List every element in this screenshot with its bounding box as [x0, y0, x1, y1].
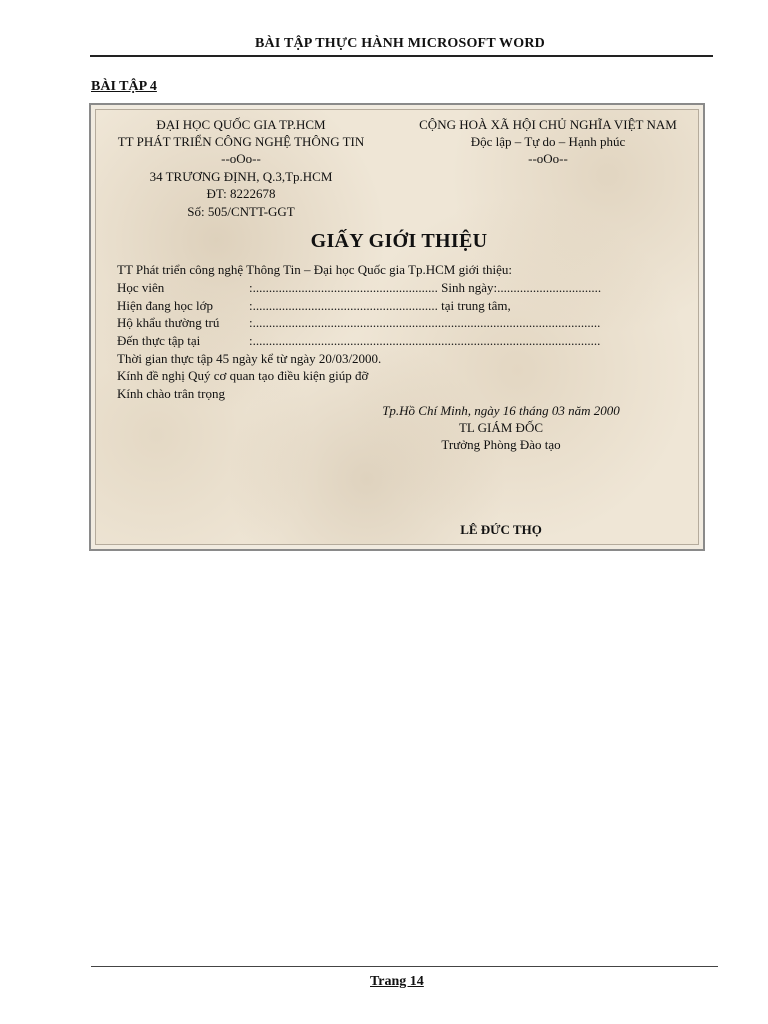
org-phone: ĐT: 8222678: [206, 186, 276, 201]
dept-name: TT PHÁT TRIỂN CÔNG NGHỆ THÔNG TIN: [117, 134, 365, 149]
field-label: Đến thực tập tại: [117, 333, 201, 348]
signer-name: LÊ ĐỨC THỌ: [460, 522, 542, 537]
field-fill: :......................................................... tại trung tâm,: [249, 298, 511, 313]
footer-rule: [91, 966, 718, 967]
field-label: Học viên: [117, 280, 165, 295]
letter-title: GIẤY GIỚI THIỆU: [310, 230, 488, 252]
doc-number: Số: 505/CNTT-GGT: [187, 204, 295, 219]
org-name: ĐẠI HỌC QUỐC GIA TP.HCM: [156, 117, 326, 132]
field-fill: :......................................................... Sinh ngày:................................: [249, 280, 602, 295]
field-fill: :...........................................................................................................: [249, 333, 601, 348]
document-header-title: BÀI TẬP THỰC HÀNH MICROSOFT WORD: [255, 36, 545, 51]
body-line: Thời gian thực tập 45 ngày kể từ ngày 20/03/2000.: [117, 351, 382, 366]
signer-title: TL GIÁM ĐỐC: [458, 420, 544, 435]
left-ornament: --oOo--: [221, 151, 261, 166]
exercise-label: BÀI TẬP 4: [91, 79, 157, 94]
field-label: Hiện đang học lớp: [117, 298, 214, 313]
nation-motto: Độc lập – Tự do – Hạnh phúc: [470, 134, 626, 149]
signer-dept: Trưởng Phòng Đào tạo: [441, 437, 561, 452]
header-rule: [90, 55, 713, 57]
field-label: Hộ khẩu thường trú: [117, 315, 220, 330]
page-number: Trang 14: [370, 974, 424, 989]
field-fill: :...........................................................................................................: [249, 315, 601, 330]
body-line: Kính chào trân trọng: [117, 386, 225, 401]
nation-name: CỘNG HOÀ XÃ HỘI CHỦ NGHĨA VIỆT NAM: [419, 117, 677, 132]
date-line: Tp.Hồ Chí Minh, ngày 16 tháng 03 năm 2000: [382, 403, 620, 418]
letter-paper: [95, 109, 699, 545]
letter-frame: [89, 103, 705, 551]
body-line: Kính đề nghị Quý cơ quan tạo điều kiện giúp đỡ: [117, 368, 369, 383]
intro-line: TT Phát triển công nghệ Thông Tin – Đại học Quốc gia Tp.HCM giới thiệu:: [117, 262, 513, 277]
org-address: 34 TRƯƠNG ĐỊNH, Q.3,Tp.HCM: [149, 169, 333, 184]
right-ornament: --oOo--: [528, 151, 568, 166]
